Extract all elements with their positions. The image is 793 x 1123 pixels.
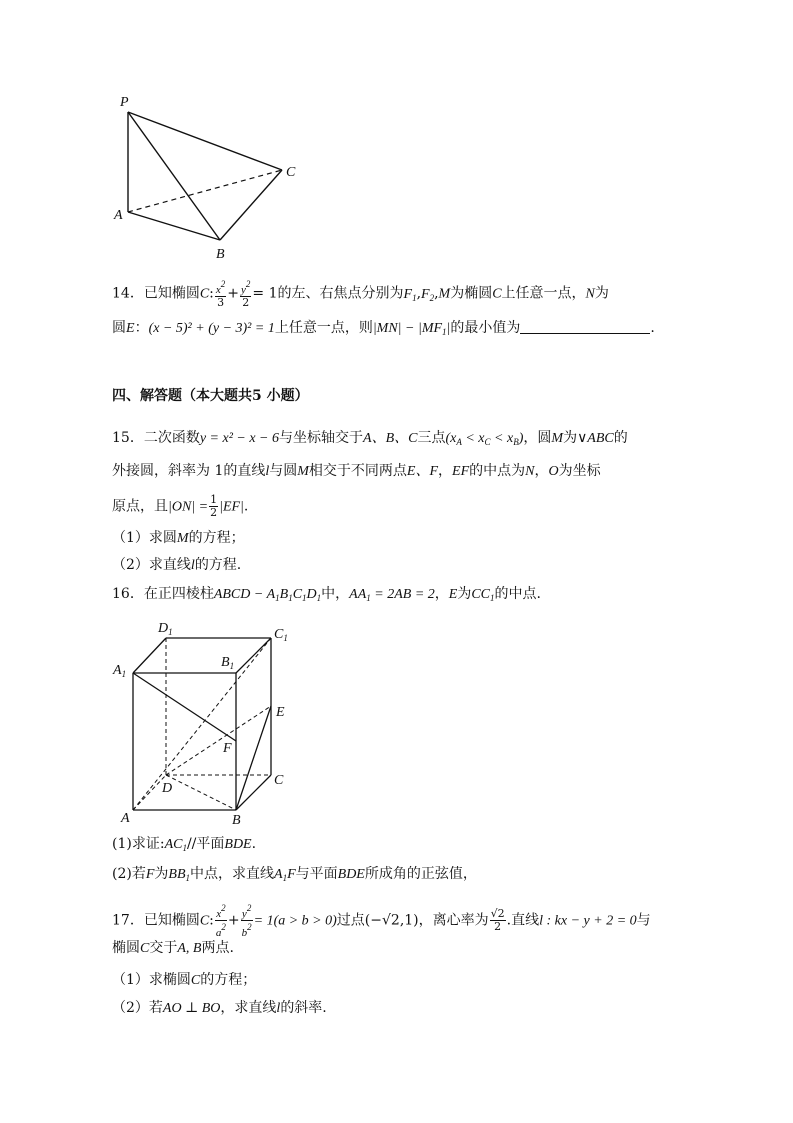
q17-part1 xyxy=(112,970,256,991)
segment-bb1: $BB_1$ xyxy=(168,867,191,883)
distance-expression: $|MN| - |MF_1|$ xyxy=(372,321,451,337)
label-b: B xyxy=(216,247,225,262)
points-ef: E、F xyxy=(406,464,439,479)
line-l: l xyxy=(265,464,270,479)
segment-ef: EF xyxy=(452,464,470,479)
origin-o: O xyxy=(548,464,559,479)
label-f: F xyxy=(223,741,232,756)
denominator-3: 3 xyxy=(217,296,225,309)
frac-sqrt2-2: $\frac{√2}{2}$ xyxy=(490,907,505,933)
period: . xyxy=(650,320,655,336)
label-b: B xyxy=(232,813,241,828)
q15-line2 xyxy=(112,461,601,482)
edge-pc xyxy=(128,112,282,170)
ellipse-name: C xyxy=(140,941,150,956)
ellipse-name: C xyxy=(199,913,210,929)
q15-text-k: 为坐标 xyxy=(558,463,601,479)
line-l: l xyxy=(190,558,195,573)
point-n: N xyxy=(585,286,595,302)
q15-text-d: ，圆 xyxy=(523,430,552,446)
ellipse-name: C xyxy=(492,286,502,302)
q16-part1-plane: //平面 xyxy=(186,836,225,852)
q14-text-foci: 的左、右焦点分别为 xyxy=(277,285,404,302)
q16-part2-text-c: 中点，求直线 xyxy=(190,866,275,882)
denominator-2: 2 xyxy=(242,296,250,309)
q15-text-g: 外接圆，斜率为 1的直线 xyxy=(112,463,266,479)
q17-part2-text: （2）若 xyxy=(112,1000,163,1016)
q14-text-e: 为 xyxy=(594,285,609,302)
segment-db-hidden xyxy=(166,775,236,810)
point-n: N xyxy=(525,464,535,479)
quadratic-function: y = x² − x − 6 xyxy=(199,431,280,446)
q17-text-a: 已知椭圆 xyxy=(143,912,200,929)
label-b1: $B_1$ xyxy=(221,655,235,671)
q16-part2-text: (2)若 xyxy=(112,866,146,882)
q15-text-b: 与坐标轴交于 xyxy=(279,430,364,446)
q16-text-e: 的中点. xyxy=(494,586,541,602)
triangle-abc: ∨ABC xyxy=(577,431,614,446)
q17-text-f: 椭圆 xyxy=(112,940,140,956)
label-e: E xyxy=(276,705,285,720)
segment-ac1: $AC_1$ xyxy=(164,837,187,853)
q15-part1-end: 的方程； xyxy=(188,530,245,546)
point-m: M xyxy=(438,286,451,302)
ellipse-name: C xyxy=(190,973,201,988)
circle-equation: (x − 5)² + (y − 3)² = 1 xyxy=(148,321,275,336)
q15-part2 xyxy=(112,555,241,576)
perpendicular-condition: AO ⊥ BO xyxy=(162,1001,221,1016)
aa1-equation: $AA_1 = 2AB = 2$ xyxy=(349,587,435,603)
colon: : xyxy=(209,912,214,929)
edge-bc xyxy=(220,170,282,240)
q14-text-then: 上任意一点，则 xyxy=(274,320,373,336)
answer-blank[interactable] xyxy=(520,319,650,334)
q15-line3 xyxy=(112,494,248,519)
segment-a1f xyxy=(133,673,236,741)
q16-part1-text: (1)求证: xyxy=(112,836,165,852)
circle-m: M xyxy=(297,464,309,479)
point-f: F xyxy=(145,867,155,882)
circle-e: E xyxy=(126,321,135,336)
q16-line1 xyxy=(112,584,541,608)
edge-b1c1 xyxy=(236,638,271,673)
edge-ac-hidden xyxy=(128,170,282,212)
q15-text-e: 为 xyxy=(563,430,578,446)
q16-part2 xyxy=(112,864,477,888)
comma: , xyxy=(434,285,439,302)
q16-number: 16． xyxy=(112,586,144,602)
numerator-x: x xyxy=(215,284,221,296)
comma: ， xyxy=(534,463,549,479)
numerator-y: y xyxy=(241,284,246,296)
period: . xyxy=(243,498,249,515)
frac-y2-b2: $\frac{y^2}{b^2}$ xyxy=(241,903,252,939)
ellipse-name: C xyxy=(199,286,210,302)
segment-a1f: $A_1F$ xyxy=(274,867,296,883)
label-d1: $D_1$ xyxy=(158,621,173,637)
foci-f1: $F_1$ xyxy=(403,286,417,303)
q15-number: 15． xyxy=(112,430,144,446)
line-equation: l : kx − y + 2 = 0 xyxy=(539,913,637,929)
label-c: C xyxy=(274,773,284,788)
prism-figure xyxy=(108,618,308,828)
label-a1: $A_1$ xyxy=(113,663,127,679)
q17-part1-end: 的方程； xyxy=(200,972,257,988)
plus-sign: + xyxy=(227,285,240,302)
edge-a1d1 xyxy=(133,638,166,673)
label-a: A xyxy=(121,811,130,826)
q16-text-d: 为 xyxy=(457,586,472,602)
segment-cc1: $CC_1$ xyxy=(471,587,495,603)
point-coordinates: (−√2,1) xyxy=(364,912,419,929)
points-abc: A、B、C xyxy=(363,431,418,446)
comma: ， xyxy=(438,463,453,479)
q15-text-l: 原点，且 xyxy=(112,498,168,515)
q14-line1 xyxy=(112,278,609,309)
q14-line2 xyxy=(112,318,655,342)
q14-number: 14． xyxy=(112,285,144,302)
frac-x2-3: $\frac{x^2}{3}$ xyxy=(215,279,226,309)
q17-part2 xyxy=(112,998,327,1019)
segment-ac1-hidden xyxy=(133,638,271,810)
frac-x2-a2: $\frac{x^2}{a^2}$ xyxy=(215,903,226,939)
q15-text-c: 三点 xyxy=(417,430,446,446)
label-p: P xyxy=(120,95,129,110)
q14-text-circle: 圆 xyxy=(112,320,126,336)
q15-text-j: 的中点为 xyxy=(469,463,526,479)
q15-text-i: 相交于不同两点 xyxy=(308,463,407,479)
q16-part2-text-b: 为 xyxy=(154,866,169,882)
label-c1: $C_1$ xyxy=(274,627,288,643)
foci-f2: $F_2$ xyxy=(421,286,435,303)
colon: : xyxy=(209,285,214,302)
segment-de-hidden xyxy=(166,706,271,775)
x-order: $(x_A < x_C < x_B)$ xyxy=(445,431,524,447)
q17-text-d: .直线 xyxy=(506,912,540,929)
frac-y2-2: $\frac{y^2}{2}$ xyxy=(241,279,251,309)
abs-on: |ON| = xyxy=(168,499,209,515)
q15-part1 xyxy=(112,528,245,549)
plane-bde: BDE xyxy=(337,867,365,882)
q17-part2-end: 的斜率. xyxy=(280,1000,327,1016)
q17-text-b: 过点 xyxy=(336,912,365,929)
q15-text-f: 的 xyxy=(613,430,628,446)
q16-text-a: 在正四棱柱 xyxy=(143,586,214,602)
label-d: D xyxy=(162,781,173,796)
q14-text-d: 上任意一点， xyxy=(501,285,586,302)
q15-part1-text: （1）求圆 xyxy=(112,530,177,546)
abs-ef: |EF| xyxy=(219,499,244,515)
q15-text-h: 与圆 xyxy=(269,463,298,479)
circle-m: M xyxy=(551,431,564,446)
edge-ab xyxy=(128,212,220,240)
points-ab: A, B xyxy=(177,941,202,956)
q14-text: 已知椭圆 xyxy=(143,285,200,302)
equals-one: = 1 xyxy=(252,285,278,302)
edge-pb xyxy=(128,112,220,240)
plane-bde: BDE xyxy=(224,837,252,852)
q16-part2-text-e: 所成角的正弦值， xyxy=(364,866,477,882)
q17-part2-text-b: ，求直线 xyxy=(220,1000,277,1016)
q15-part2-text: （2）求直线 xyxy=(112,557,191,573)
q17-text-c: ，离心率为 xyxy=(418,912,489,929)
line-l: l xyxy=(276,1001,281,1016)
q17-line2 xyxy=(112,938,234,959)
tetrahedron-figure xyxy=(108,90,308,265)
comma: ， xyxy=(434,586,449,602)
label-a: A xyxy=(114,208,123,223)
q17-line1: 17．已知椭圆C: $\frac{x^2}{a^2}$ + $\frac{y^2}{b^2}$ = 1(a > b > 0)过点(−√2,1)，离心率为 $\frac{√2}{2}$ .直线l : kx − y + 2 = 0与 xyxy=(112,903,651,939)
q17-number: 17． xyxy=(112,912,144,929)
segment-be xyxy=(236,706,271,810)
q16-text-b: 中， xyxy=(321,586,350,602)
q14-text-c: 为椭圆 xyxy=(450,285,493,302)
colon-cn: ： xyxy=(134,320,149,336)
period: . xyxy=(251,836,257,852)
point-e: E xyxy=(448,587,458,602)
q15-text-a: 二次函数 xyxy=(143,430,200,446)
frac-one-half: $\frac{1}{2}$ xyxy=(210,493,218,519)
section-title: 四、解答题（本大题共5 小题） xyxy=(112,388,309,404)
q17-text-g: 交于 xyxy=(149,940,178,956)
q16-part2-text-d: 与平面 xyxy=(295,866,338,882)
q14-text-min: 的最小值为 xyxy=(450,320,521,336)
q17-text-e: 与 xyxy=(636,912,651,929)
q17-part1-text: （1）求椭圆 xyxy=(112,972,191,988)
q15-part2-end: 的方程. xyxy=(194,557,242,573)
q17-text-h: 两点. xyxy=(201,940,234,956)
comma: , xyxy=(416,285,422,302)
q15-line1 xyxy=(112,428,628,452)
circle-m: M xyxy=(176,531,189,546)
label-c: C xyxy=(286,165,296,180)
ellipse-condition: = 1(a > b > 0) xyxy=(253,913,337,929)
prism-name: ABCD − $A_1B_1C_1D_1$ xyxy=(213,587,322,603)
q16-part1 xyxy=(112,834,256,858)
